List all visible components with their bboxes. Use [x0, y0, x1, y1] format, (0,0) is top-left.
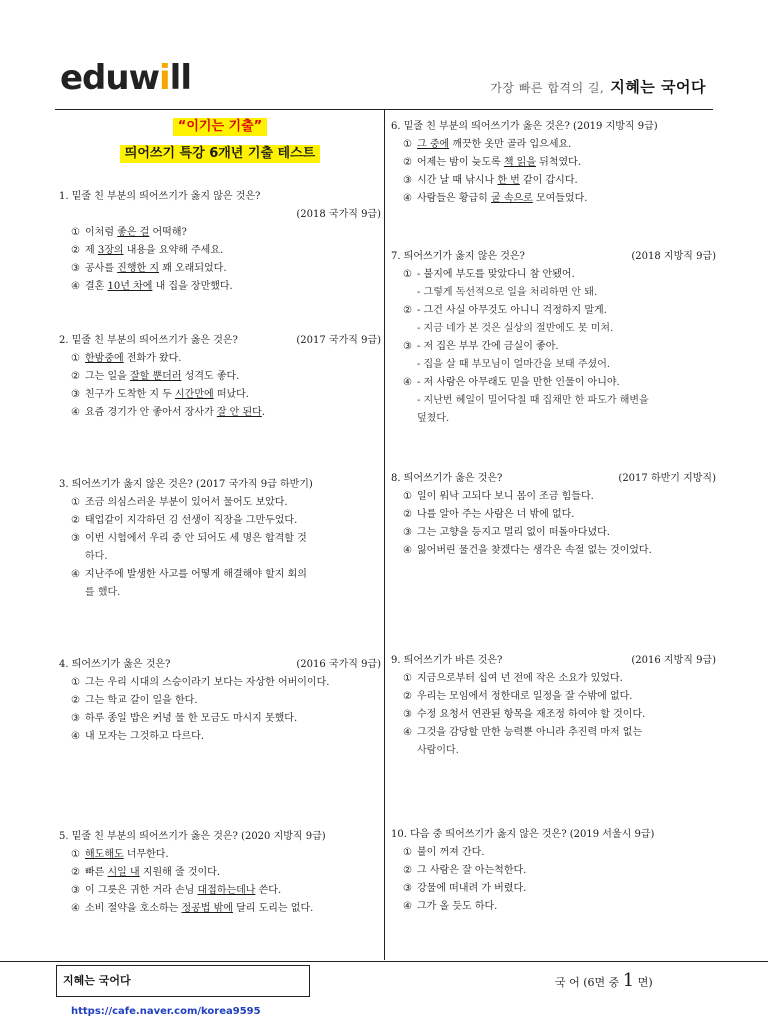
option-text: . — [261, 407, 266, 418]
option-text: 불이 꺼져 간다. — [417, 847, 485, 858]
option-number: ② — [71, 245, 80, 256]
option-item — [71, 710, 381, 728]
option-number: ① — [71, 227, 80, 238]
question-1 — [59, 188, 381, 296]
option-text: 하루 종일 밥은 커녕 물 한 모금도 마시지 못했다. — [85, 713, 298, 724]
option-number: ① — [403, 139, 412, 150]
question-source: (2016 지방직 9급) — [631, 655, 716, 666]
question-title — [59, 656, 381, 674]
option-item — [403, 374, 716, 392]
option-item — [71, 882, 381, 900]
option-item — [403, 724, 716, 742]
option-number: ③ — [403, 527, 412, 538]
option-item — [403, 190, 716, 208]
option-number: ② — [403, 865, 412, 876]
question-4 — [59, 656, 381, 746]
option-text: 떠났다. — [213, 389, 249, 400]
question-text: 7. 띄어쓰기가 옳지 않은 것은? — [391, 251, 525, 262]
question-text: 10. 다음 중 띄어쓰기가 옳지 않은 것은? (2019 서울시 9급) — [391, 829, 655, 840]
option-number: ① — [403, 847, 412, 858]
option-item — [71, 224, 381, 242]
cafe-link[interactable]: https://cafe.naver.com/korea9595 — [71, 1006, 261, 1017]
question-text: 2. 밑줄 친 부분의 띄어쓰기가 옳은 것은? — [59, 335, 238, 346]
option-item — [403, 488, 716, 506]
question-3 — [59, 476, 381, 602]
question-title — [59, 828, 381, 846]
option-text: 어떡해? — [149, 227, 187, 238]
option-number: ④ — [71, 569, 80, 580]
options-list — [391, 670, 716, 760]
option-text: 덮쳤다. — [417, 413, 450, 424]
options-list — [59, 224, 381, 296]
option-number: ④ — [403, 545, 412, 556]
option-text: 결혼 — [85, 281, 108, 292]
option-item — [403, 524, 716, 542]
question-title — [59, 188, 381, 206]
option-number: ② — [71, 695, 80, 706]
option-text: 그는 우리 시대의 스승이라기 보다는 자상한 어버이이다. — [85, 677, 330, 688]
option-item — [403, 844, 716, 862]
option-item — [403, 742, 716, 760]
option-text: 조금 의심스러운 부분이 있어서 물어도 보았다. — [85, 497, 288, 508]
option-text: 사람이다. — [417, 745, 459, 756]
option-text: 친구가 도착한 지 두 — [85, 389, 175, 400]
underlined-phrase: 시간만에 — [175, 389, 214, 400]
slogan-text: 가장 빠른 합격의 길, — [490, 81, 605, 95]
option-number: ④ — [71, 903, 80, 914]
banner-line-1: “이기는 기출” — [173, 118, 267, 136]
option-item — [71, 584, 381, 602]
option-item — [403, 356, 716, 374]
option-item — [71, 350, 381, 368]
option-text: 지난주에 발생한 사고를 어떻게 해결해야 할지 회의 — [85, 569, 307, 580]
question-text: 6. 밑줄 친 부분의 띄어쓰기가 옳은 것은? (2019 지방직 9급) — [391, 121, 658, 132]
question-2 — [59, 332, 381, 422]
question-source: (2018 지방직 9급) — [631, 251, 716, 262]
option-item — [403, 688, 716, 706]
underlined-phrase: 시일 내 — [107, 867, 140, 878]
question-text: 3. 띄어쓰기가 옳지 않은 것은? (2017 국가직 9급 하반기) — [59, 479, 313, 490]
question-7 — [391, 248, 716, 428]
option-number: ② — [71, 867, 80, 878]
option-text: 그는 일을 — [85, 371, 130, 382]
option-number: ② — [403, 509, 412, 520]
underlined-phrase: 10년 차에 — [107, 281, 153, 292]
option-number: ③ — [403, 709, 412, 720]
option-text: - 집을 살 때 부모님이 얼마간을 보태 주셨어. — [417, 359, 611, 370]
option-number: ④ — [403, 377, 412, 388]
option-text: 강물에 떠내려 가 버렸다. — [417, 883, 527, 894]
option-text: 달리 도리는 없다. — [232, 903, 314, 914]
option-text: 일이 워낙 고되다 보니 몸이 조금 힘들다. — [417, 491, 594, 502]
question-9 — [391, 652, 716, 760]
option-number: ④ — [403, 193, 412, 204]
question-title — [59, 476, 381, 494]
option-text: 요즘 경기가 안 좋아서 장사가 — [85, 407, 217, 418]
option-text: 제 — [85, 245, 98, 256]
question-source: (2017 하반기 지방직) — [618, 473, 716, 484]
options-list — [59, 494, 381, 602]
question-10 — [391, 826, 716, 916]
option-item — [403, 506, 716, 524]
underlined-phrase: 한 번 — [497, 175, 520, 186]
underlined-phrase: 그 중에 — [417, 139, 450, 150]
option-text: 뒤척였다. — [536, 157, 581, 168]
option-item — [403, 172, 716, 190]
option-item — [403, 862, 716, 880]
question-text: 1. 밑줄 친 부분의 띄어쓰기가 옳지 않은 것은? — [59, 191, 261, 202]
option-item — [403, 284, 716, 302]
question-5 — [59, 828, 381, 918]
option-item — [71, 278, 381, 296]
option-text: 그것을 감당할 만한 능력뿐 아니라 추진력 마저 없는 — [417, 727, 643, 738]
option-item — [403, 338, 716, 356]
option-number: ④ — [403, 727, 412, 738]
option-item — [403, 320, 716, 338]
option-item — [403, 898, 716, 916]
option-number: ④ — [71, 731, 80, 742]
option-item — [403, 410, 716, 428]
option-text: 지금으로부터 십여 년 전에 작은 소요가 있었다. — [417, 673, 623, 684]
underlined-phrase: 해도해도 — [85, 849, 124, 860]
page-suffix: 면) — [637, 976, 653, 989]
page-info — [555, 970, 653, 991]
option-text: - 그렇게 독선적으로 일을 처리하면 안 돼. — [417, 287, 598, 298]
question-title — [391, 652, 716, 670]
footer-brand-box — [56, 965, 310, 1017]
option-item — [403, 154, 716, 172]
option-text: 전화가 왔다. — [123, 353, 182, 364]
option-text: 우리는 모임에서 정한대로 일정을 잘 수밖에 없다. — [417, 691, 633, 702]
option-text: 하다. — [85, 551, 108, 562]
option-text: 어제는 밤이 늦도록 — [417, 157, 504, 168]
option-number: ① — [71, 497, 80, 508]
option-number: ② — [71, 371, 80, 382]
options-list — [59, 674, 381, 746]
option-number: ① — [403, 269, 412, 280]
option-text: 성격도 좋다. — [181, 371, 240, 382]
option-text: 같이 갑시다. — [519, 175, 578, 186]
option-item — [71, 260, 381, 278]
option-text: 소비 절약을 호소하는 — [85, 903, 182, 914]
underlined-phrase: 굴 속으로 — [490, 193, 533, 204]
underlined-phrase: 정공법 밖에 — [181, 903, 233, 914]
option-text: 내 모자는 그것하고 다르다. — [85, 731, 204, 742]
option-text: 지원해 줄 것이다. — [139, 867, 221, 878]
option-text: 그는 학교 갈이 일을 한다. — [85, 695, 198, 706]
option-number: ② — [403, 157, 412, 168]
option-item — [71, 386, 381, 404]
option-number: ③ — [403, 883, 412, 894]
option-item — [403, 542, 716, 560]
underlined-phrase: 대접하는데나 — [197, 885, 256, 896]
question-title — [391, 470, 716, 488]
options-list — [391, 136, 716, 208]
question-title — [391, 826, 716, 844]
option-item — [71, 548, 381, 566]
option-text: - 지난번 혜일이 밀어닥칠 때 집채만 한 파도가 해변을 — [417, 395, 649, 406]
option-text: 그가 올 듯도 하다. — [417, 901, 498, 912]
option-text: 너무한다. — [123, 849, 169, 860]
option-item — [71, 674, 381, 692]
options-list — [391, 266, 716, 428]
option-item — [71, 846, 381, 864]
option-number: ① — [403, 673, 412, 684]
title-banner — [59, 118, 381, 164]
option-item — [403, 392, 716, 410]
question-6 — [391, 118, 716, 208]
question-text: 9. 띄어쓰기가 바른 것은? — [391, 655, 503, 666]
option-text: 공사를 — [85, 263, 118, 274]
options-list — [391, 844, 716, 916]
option-text: 내용을 요약해 주세요. — [123, 245, 224, 256]
question-text: 5. 밑줄 친 부분의 띄어쓰기가 옳은 것은? (2020 지방직 9급) — [59, 831, 326, 842]
option-text: 쓴다. — [255, 885, 282, 896]
option-item — [403, 266, 716, 284]
option-number: ③ — [71, 713, 80, 724]
option-text: 내 집을 장만했다. — [152, 281, 233, 292]
option-item — [71, 900, 381, 918]
option-number: ④ — [71, 407, 80, 418]
options-list — [391, 488, 716, 560]
option-number: ③ — [71, 389, 80, 400]
question-title — [391, 248, 716, 266]
underlined-phrase: 잘 안 된다 — [216, 407, 262, 418]
question-8 — [391, 470, 716, 560]
option-text: 모여들었다. — [532, 193, 588, 204]
option-number: ④ — [403, 901, 412, 912]
underlined-phrase: 잘할 뿐더러 — [130, 371, 182, 382]
footer-rule — [0, 961, 768, 962]
option-item — [71, 864, 381, 882]
option-number: ② — [403, 691, 412, 702]
option-text: 태업같이 지각하던 김 선생이 직장을 그만두었다. — [85, 515, 298, 526]
option-item — [403, 670, 716, 688]
option-number: ④ — [71, 281, 80, 292]
eduwill-logo: eduwill — [60, 58, 191, 98]
column-divider — [384, 110, 385, 960]
option-text: 수정 요청서 연관된 항목을 재조정 하여야 할 것이다. — [417, 709, 646, 720]
options-list — [59, 350, 381, 422]
underlined-phrase: 책 읽을 — [503, 157, 536, 168]
option-item — [403, 880, 716, 898]
option-item — [71, 692, 381, 710]
option-number: ① — [71, 353, 80, 364]
option-number: ② — [403, 305, 412, 316]
banner-line-2: 띄어쓰기 특강 6개년 기출 테스트 — [120, 145, 320, 163]
option-text: 꽤 오래되었다. — [159, 263, 227, 274]
question-source: (2017 국가직 9급) — [296, 335, 381, 346]
subject-label: 국 어 — [555, 976, 580, 989]
option-text: 이처럼 — [85, 227, 118, 238]
option-text: 이 그릇은 귀한 거라 손님 — [85, 885, 198, 896]
option-number: ③ — [71, 533, 80, 544]
underlined-phrase: 진행한 지 — [117, 263, 159, 274]
slogan-brand: 지혜는 국어다 — [610, 78, 706, 96]
option-number: ① — [403, 491, 412, 502]
option-text: 시간 날 때 낚시나 — [417, 175, 498, 186]
option-item — [71, 404, 381, 422]
option-item — [403, 136, 716, 154]
option-number: ③ — [71, 885, 80, 896]
option-text: - 저 사람은 아무래도 믿을 만한 인물이 아니야. — [417, 377, 620, 388]
option-item — [71, 242, 381, 260]
option-item — [71, 494, 381, 512]
footer-brand: 지혜는 국어다 — [63, 974, 131, 987]
page-number: 1 — [622, 970, 635, 991]
option-text: 그는 고향을 등지고 멀리 없이 떠돌아다녔다. — [417, 527, 610, 538]
option-text: 잃어버린 물건을 찾겠다는 생각은 속절 없는 것이었다. — [417, 545, 652, 556]
option-text: 그 사람은 잘 아는척한다. — [417, 865, 527, 876]
option-number: ① — [71, 849, 80, 860]
question-title — [391, 118, 716, 136]
option-text: 사람들은 황급히 — [417, 193, 491, 204]
option-text: 빠른 — [85, 867, 108, 878]
option-number: ③ — [403, 175, 412, 186]
option-text: 이번 시험에서 우리 중 안 되어도 세 명은 합격할 것 — [85, 533, 307, 544]
page-prefix: (6면 중 — [583, 976, 620, 989]
option-number: ③ — [403, 341, 412, 352]
option-text: - 저 집은 부부 간에 금실이 좋아. — [417, 341, 559, 352]
option-item — [403, 302, 716, 320]
header-slogan — [490, 76, 706, 97]
underlined-phrase: 좋은 걸 — [117, 227, 150, 238]
options-list — [59, 846, 381, 918]
option-item — [71, 530, 381, 548]
option-number: ③ — [71, 263, 80, 274]
option-item — [71, 566, 381, 584]
option-text: 나를 알아 주는 사람은 너 밖에 없다. — [417, 509, 575, 520]
question-text: 8. 띄어쓰기가 옳은 것은? — [391, 473, 503, 484]
option-text: 를 했다. — [85, 587, 121, 598]
option-number: ① — [71, 677, 80, 688]
option-text: - 지금 네가 본 것은 실상의 절반에도 못 미쳐. — [417, 323, 614, 334]
option-text: 깨끗한 옷만 골라 입으세요. — [449, 139, 572, 150]
option-text: - 그건 사실 아무것도 아니니 걱정하지 말게. — [417, 305, 607, 316]
option-item — [71, 728, 381, 746]
underlined-phrase: 한밤중에 — [85, 353, 124, 364]
option-item — [403, 706, 716, 724]
left-column — [59, 110, 381, 914]
question-source: (2018 국가직 9급) — [296, 209, 381, 220]
underlined-phrase: 3장의 — [97, 245, 124, 256]
option-item — [71, 368, 381, 386]
question-text: 4. 띄어쓰기가 옳은 것은? — [59, 659, 171, 670]
option-number: ② — [71, 515, 80, 526]
question-source: (2016 국가직 9급) — [296, 659, 381, 670]
option-item — [71, 512, 381, 530]
question-title — [59, 332, 381, 350]
option-text: - 불지에 부도를 맞았다니 참 안됐어. — [417, 269, 575, 280]
